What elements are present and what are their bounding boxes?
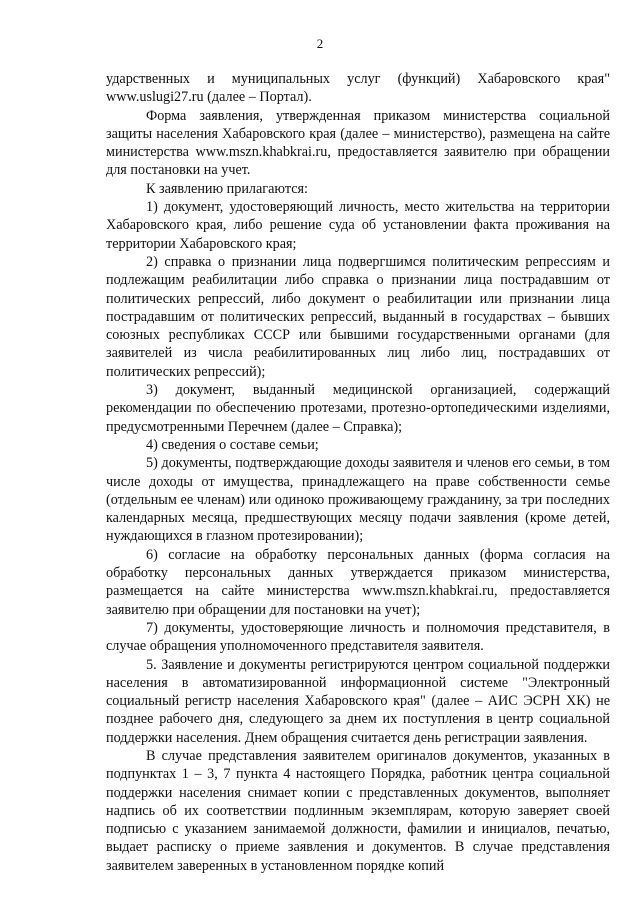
paragraph-attachments-intro: К заявлению прилагаются: xyxy=(146,180,308,197)
list-item-representative-documents: 7) документы, удостоверяющие личность и полномочия представителя, в случае обращения уполномоченного представителя заявителя. xyxy=(106,619,610,655)
list-item-medical-document: 3) документ, выданный медицинской организацией, содержащий рекомендации по обеспечению протезами, протезно-ортопедическими изделиями, предусмотренными Перечнем (далее – Справка); xyxy=(106,382,610,435)
list-item-repression-certificate: 2) справка о признании лица подвергшимся политическим репрессиям и подлежащим реабилитации либо справка о признании лица пострадавшим от политических репрессий, либо документ о реабилитации или признании лица пострадавшим от политических репрессий, выданный в государствах – бывших союзных республиках СССР или бывшими государственными органами (для заявителей из числа реабилитированных лиц либо лиц, пострадавших от политических репрессий); xyxy=(106,253,610,380)
paragraph-application-form: Форма заявления, утвержденная приказом министерства социальной защиты населения Хабаровского края (далее – министерство), размещена на сайте министерства www.mszn.khabkrai.ru, предоставляется заявителю при обращении для постановки на учет. xyxy=(106,107,610,179)
list-item-identity-document: 1) документ, удостоверяющий личность, место жительства на территории Хабаровского края, либо решение суда об установлении факта проживания на территории Хабаровского края; xyxy=(106,199,610,252)
document-body xyxy=(106,70,610,875)
list-item-income-documents: 5) документы, подтверждающие доходы заявителя и членов его семьи, в том числе доходы от имущества, принадлежащего на праве собственности семье (отдельным ее членам) или одиноко проживающему гражданину, за три последних календарных месяца, предшествующих месяцу подачи заявления (кроме детей, нуждающихся в глазном протезировании); xyxy=(106,455,610,545)
paragraph-registration: 5. Заявление и документы регистрируются центром социальной поддержки населения в автоматизированной информационной системе "Электронный социальный регистр населения Хабаровского края" (далее – АИС ЭСРН ХК) не позднее рабочего дня, следующего за днем их поступления в центр социальной поддержки населения. Днем обращения считается день регистрации заявления. xyxy=(106,656,610,746)
paragraph-original-documents: В случае представления заявителем оригиналов документов, указанных в подпунктах 1 – 3, 7 пункта 4 настоящего Порядка, работник центра социальной поддержки населения снимает копии с представленных документов, выполняет надпись об их соответствии подлинным экземплярам, которую заверяет своей подписью с указанием занимаемой должности, фамилии и инициалов, печатью, выдает расписку о приеме заявления и документов. В случае представления заявителем заверенных в установленном порядке копий xyxy=(106,747,610,874)
page-number: 2 xyxy=(316,36,324,51)
paragraph-portal-continuation: ударственных и муниципальных услуг (функций) Хабаровского края" www.uslugi27.ru (далее – Портал). xyxy=(106,71,610,106)
list-item-family-composition: 4) сведения о составе семьи; xyxy=(146,436,319,453)
list-item-personal-data-consent: 6) согласие на обработку персональных данных (форма согласия на обработку персональных данных утверждается приказом министерства, размещается на сайте министерства www.mszn.khabkrai.ru, предоставляется заявителю при обращении для постановки на учет); xyxy=(106,546,610,618)
